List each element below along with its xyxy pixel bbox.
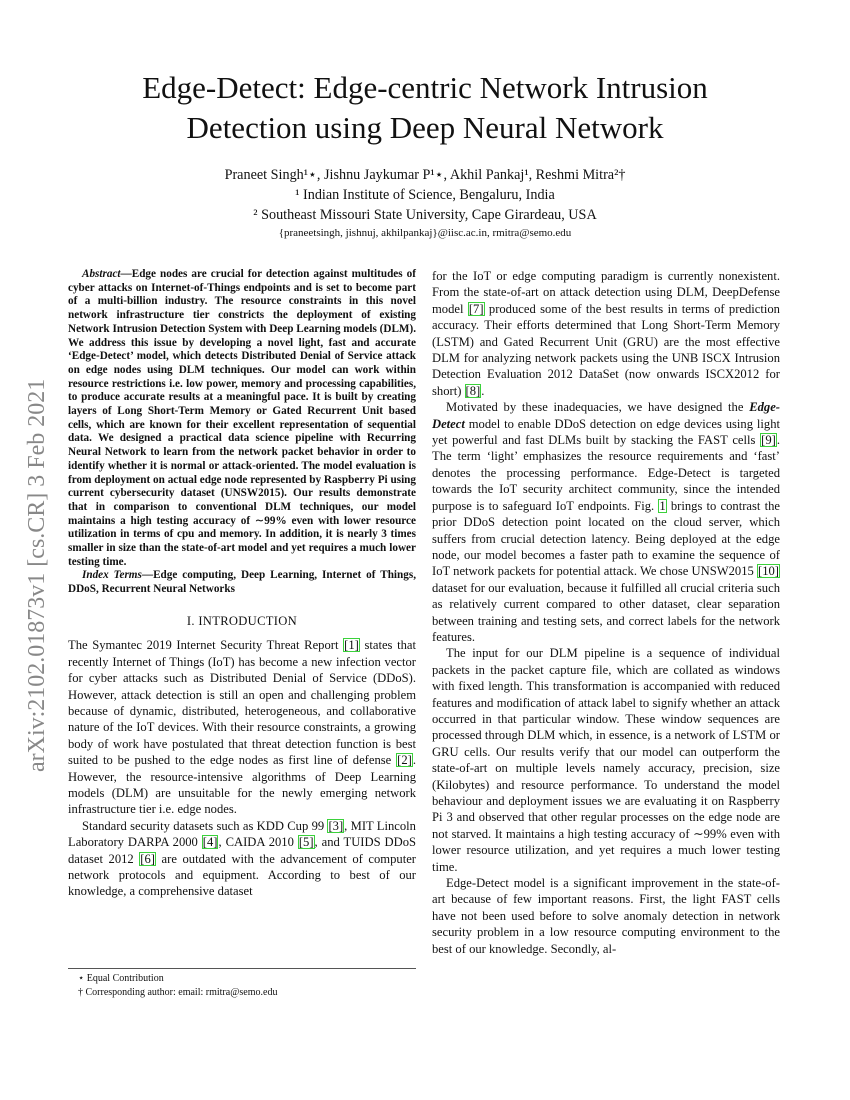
citation-link[interactable]: [3] bbox=[328, 818, 344, 833]
intro-p2-text: , and TUIDS DDoS dataset 2012 bbox=[68, 835, 417, 866]
abstract-label: Abstract bbox=[82, 268, 121, 280]
index-terms-label: Index Terms bbox=[82, 569, 142, 582]
footnotes bbox=[68, 968, 416, 999]
intro-p1-text: . However, the resource-intensive algorithms of Deep Learning models (DLM) are unsuitable for the newly emerging network infrastructure tier i.e. edge nodes. bbox=[68, 753, 416, 817]
arxiv-stamp-text: arXiv:2102.01873v1 [cs.CR] 3 Feb 2021 bbox=[24, 378, 50, 772]
left-column bbox=[68, 268, 416, 900]
intro-p2-text: Standard security datasets such as KDD Cup 99 bbox=[82, 818, 328, 833]
citation-link[interactable]: [8] bbox=[465, 383, 481, 398]
abstract-text: —Edge nodes are crucial for detection against multitudes of cyber attacks on Internet-of-Things endpoints and is set to become part of a multi-billion industry. The resource constraints in this novel network infrastructure tier constricts the deployment of existing Network Intrusion Detection System with Deep Learning models (DLM). We address this issue by developing a novel light, fast and accurate ‘Edge-Detect’ model, which detects Distributed Denial of Service attack on edge nodes using DLM techniques. Our model can work within resource restrictions i.e. low power, memory and processing capabilities, to produce accurate results at a meaningful pace. It is built by creating layers of Long Short-Term Memory or Gated Recurrent Unit based cells, which are known for their excellent representation of sequential data. We designed a practical data science pipeline with Recurring Neural Network to learn from the network packet behavior in order to identify whether it is normal or attack-oriented. The model evaluation is from deployment on actual edge node represented by Raspberry Pi using current cybersecurity dataset (UNSW2015). Our results demonstrate that in comparison to conventional DLM techniques, our model maintains a high testing accuracy of ∼99% even with lower resource utilization in terms of cpu and memory. In addition, it is nearly 3 times smaller in size than the state-of-art model and yet requires a much lower testing time. bbox=[68, 268, 416, 568]
citation-link[interactable]: [4] bbox=[202, 835, 218, 850]
right-column bbox=[432, 268, 780, 957]
intro-p1-text: states that recently Internet of Things (IoT) has become a new infection vector for cyber attacks such as Distributed Denial of Service (DDoS). However, attack detection is still an open and challenging problem because of dynamic, distributed, heterogeneous, and collaborative nature of the IoT devices. With their resource constraints, a growing body of work have postulated that threat detection function is best suited to be pushed to the edge nodes as first line of defense bbox=[68, 638, 417, 768]
author-block bbox=[100, 165, 750, 241]
intro-p2-text: , CAIDA 2010 bbox=[218, 835, 298, 850]
right-p2-text: brings to contrast the prior DDoS detection point located on the cloud server, which suffers from crucial detection latency. Being deployed at the edge node, our model becomes a faster path to examine the sequence of IoT network packets for potential attack. We chose UNSW2015 bbox=[432, 498, 780, 579]
right-p2-text: dataset for our evaluation, because it fulfilled all crucial criteria such as relatively current compared to other dataset, clear separation between training and testing sets, and correct labels for the network features. bbox=[432, 580, 780, 644]
citation-link[interactable]: [5] bbox=[298, 835, 314, 850]
right-p2-text: Motivated by these inadequacies, we have designed the bbox=[446, 400, 750, 415]
intro-p1-text: The Symantec 2019 Internet Security Threat Report bbox=[68, 638, 339, 653]
citation-link[interactable]: [9] bbox=[761, 433, 776, 448]
intro-paragraph-2 bbox=[68, 818, 416, 900]
citation-link[interactable]: [1] bbox=[344, 638, 359, 653]
right-paragraph-1 bbox=[432, 268, 780, 399]
citation-link[interactable]: [6] bbox=[140, 851, 155, 866]
right-paragraph-4: Edge-Detect model is a significant improvement in the state-of-art because of few important reasons. First, the light FAST cells have not been used before to solve anomaly detection in network security problem in a low resource computing environment to the best of our knowledge. Secondly, al- bbox=[432, 876, 780, 956]
citation-link[interactable]: [2] bbox=[397, 753, 412, 768]
right-p1-text: produced some of the best results in terms of prediction accuracy. Their efforts determined that Long Short-Term Memory (LSTM) and Gated Recurrent Unit (GRU) are the most effective DLM for analyzing network packets using the UNB ISCX Intrusion Detection Evaluation 2012 DataSet (now onwards ISCX2012 for short) bbox=[432, 301, 780, 398]
citation-link[interactable]: [7] bbox=[468, 301, 484, 316]
footnote-equal-contribution: ⋆ Equal Contribution bbox=[78, 973, 164, 984]
right-p1-text: . bbox=[481, 383, 485, 398]
right-paragraph-2 bbox=[432, 399, 780, 645]
abstract bbox=[68, 268, 416, 597]
index-terms-text: —Edge computing, Deep Learning, Internet of Things, DDoS, Recurrent Neural Networks bbox=[68, 569, 416, 596]
right-p2-text: model to enable DDoS detection on edge devices using light yet powerful and fast DLMs built by stacking the FAST cells bbox=[432, 416, 780, 448]
right-paragraph-3: The input for our DLM pipeline is a sequence of individual packets in the packet capture file, which are collated as windows with fixed length. This transformation is accompanied with reduced features and modification of attack label to signify whether an attack occurred in that particular window. These window sequences are processed through DLM which, in essence, is a network of LSTM or GRU cells. Our results verify that our model can outperform the state-of-art on multiple levels namely accuracy, precision, size (Kilobytes) and resource performance. To understand the model behaviour and deployment issues we are evaluating it on Raspberry Pi 3 and observed that other regular processes on the edge node are not starved. It maintains a high testing accuracy of ∼99% even with lower resource utilization, and yet requires a much lower testing time. bbox=[432, 646, 780, 874]
figure-link[interactable]: 1 bbox=[659, 498, 666, 513]
right-p2-text: . The term ‘light’ emphasizes the resource requirements and ‘fast’ denotes the processing performance. Edge-Detect is targeted towards the IoT security architect community, since the intended purpose is to safeguard IoT endpoints. Fig. bbox=[432, 433, 780, 513]
paper-title: Edge-Detect: Edge-centric Network Intrusion Detection using Deep Neural Network bbox=[142, 70, 708, 145]
arxiv-identifier-stamp bbox=[16, 302, 58, 772]
footnote-corresponding-author: † Corresponding author: email: rmitra@semo.edu bbox=[78, 986, 278, 998]
affiliation-2: ² Southeast Missouri State University, Cape Girardeau, USA bbox=[253, 207, 597, 223]
intro-paragraph-1 bbox=[68, 637, 416, 817]
intro-p2-text: , MIT Lincoln Laboratory DARPA 2000 bbox=[68, 818, 416, 850]
intro-p2-text: are outdated with the advancement of computer network protocols and equipment. According to best of our knowledge, a comprehensive dataset bbox=[68, 851, 416, 899]
right-p1-text: for the IoT or edge computing paradigm is currently nonexistent. From the state-of-art on attack detection using DLM, DeepDefense model bbox=[432, 269, 780, 316]
affiliation-1: ¹ Indian Institute of Science, Bengaluru, India bbox=[295, 187, 555, 203]
citation-link[interactable]: [10] bbox=[758, 564, 779, 579]
author-emails: {praneetsingh, jishnuj, akhilpankaj}@iisc.ac.in, rmitra@semo.edu bbox=[278, 227, 572, 239]
model-name-emphasis: Edge-Detect bbox=[432, 400, 780, 431]
section-heading-introduction: I. INTRODUCTION bbox=[186, 613, 298, 628]
author-names: Praneet Singh¹⋆, Jishnu Jaykumar P¹⋆, Akhil Pankaj¹, Reshmi Mitra²† bbox=[224, 167, 626, 183]
